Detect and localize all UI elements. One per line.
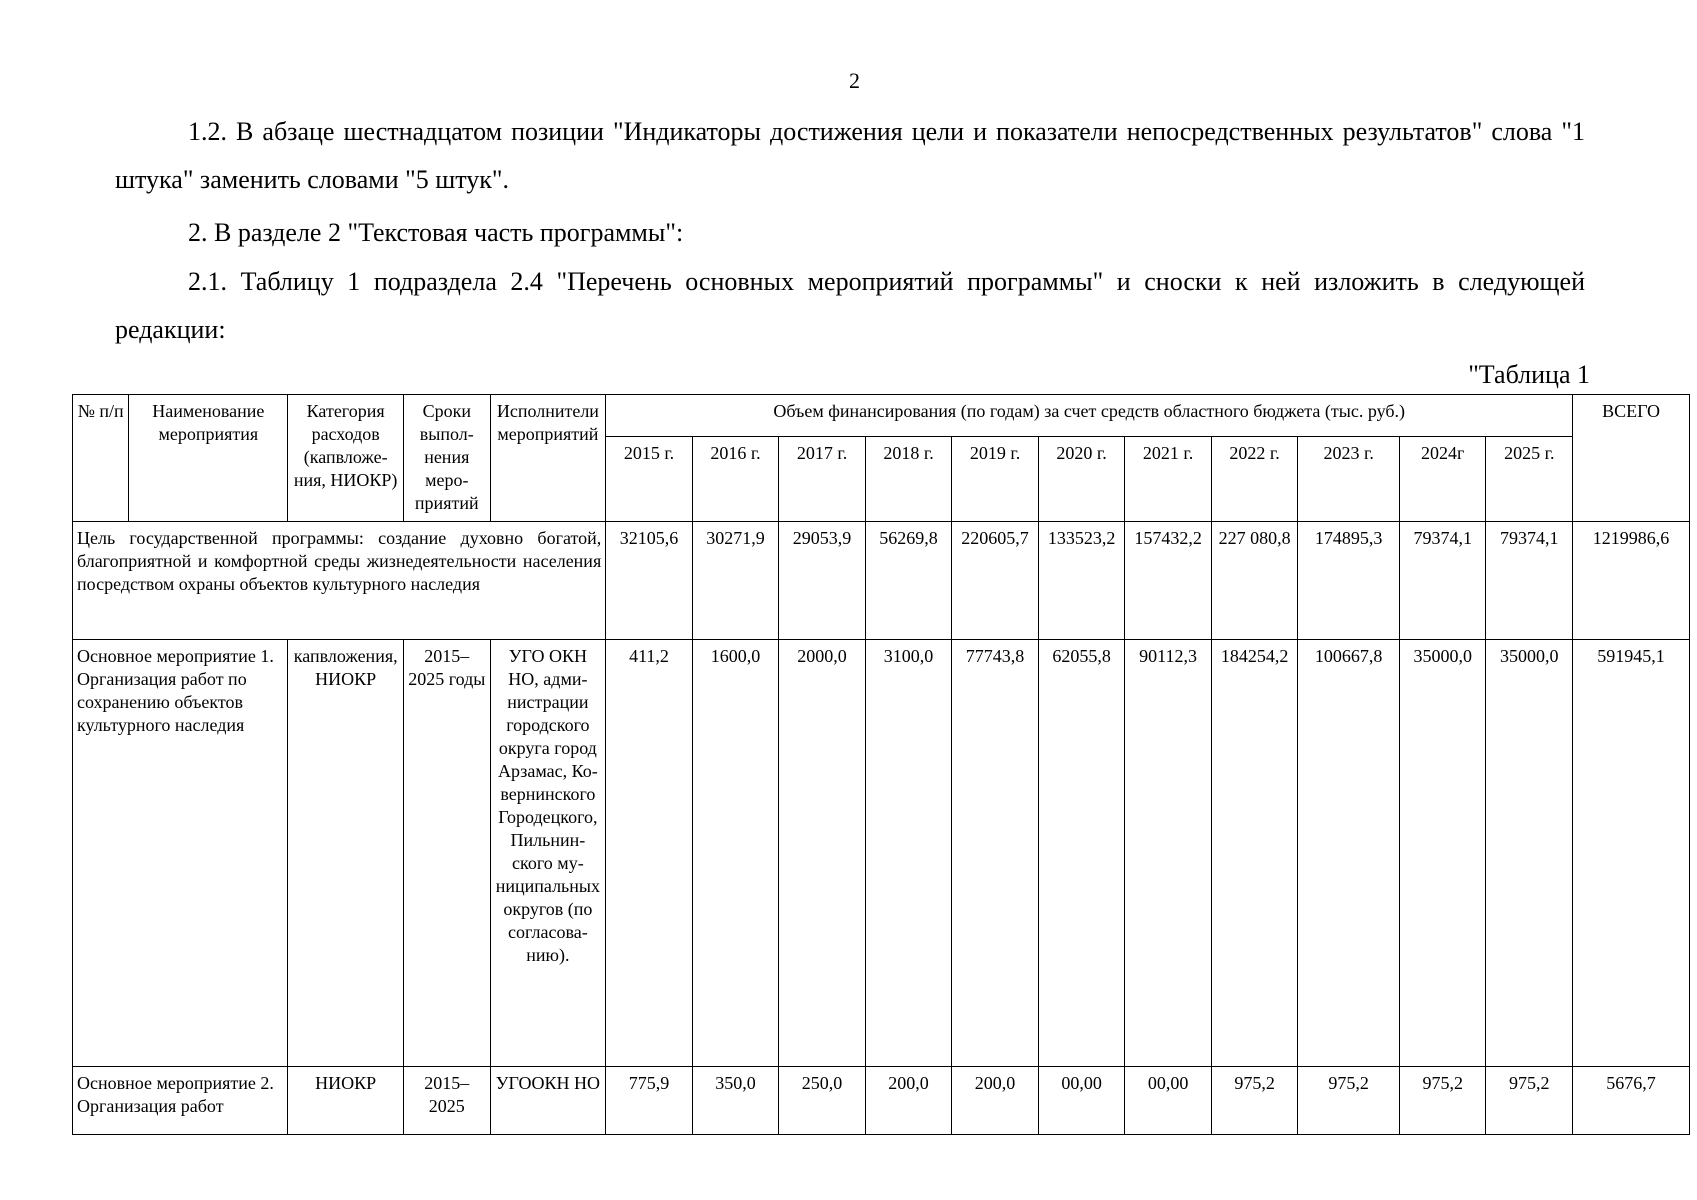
value-cell: 79374,1: [1486, 521, 1573, 639]
value-cell: 1600,0: [692, 639, 779, 1067]
program-activities-table: [72, 394, 1690, 1135]
header-terms: Сроки выполнения мероприятий: [404, 395, 491, 522]
value-cell: 157432,2: [1125, 521, 1212, 639]
value-cell: 62055,8: [1038, 639, 1125, 1067]
executors-cell: УГООКН НО: [490, 1067, 606, 1135]
header-year: 2020 г.: [1038, 437, 1125, 522]
terms-cell: 2015–2025 годы: [404, 639, 491, 1067]
value-cell: 2000,0: [779, 639, 866, 1067]
value-cell: 32105,6: [606, 521, 693, 639]
paragraph-1-2: [115, 108, 1585, 204]
category-cell: капвложения, НИОКР: [288, 639, 404, 1067]
total-cell: 1219986,6: [1573, 521, 1690, 639]
table-caption: "Таблица 1: [1468, 360, 1590, 389]
paragraph-text: 2. В разделе 2 "Текстовая часть программы":: [188, 218, 684, 247]
category-cell: НИОКР: [288, 1067, 404, 1135]
header-year: 2025 г.: [1486, 437, 1573, 522]
value-cell: 200,0: [952, 1067, 1039, 1135]
value-cell: 220605,7: [952, 521, 1039, 639]
header-year: 2016 г.: [692, 437, 779, 522]
value-cell: 35000,0: [1486, 639, 1573, 1067]
table-row: [73, 1067, 1690, 1135]
header-name: Наименование мероприятия: [129, 395, 288, 522]
activity-name-cell: Основное мероприятие 1. Организация работ по сохранению объектов культурного наследия: [73, 639, 288, 1067]
value-cell: 00,00: [1038, 1067, 1125, 1135]
value-cell: 3100,0: [865, 639, 952, 1067]
value-cell: 35000,0: [1399, 639, 1486, 1067]
value-cell: 174895,3: [1298, 521, 1400, 639]
value-cell: 975,2: [1399, 1067, 1486, 1135]
page-number: 2: [849, 68, 860, 93]
header-num: № п/п: [73, 395, 129, 522]
header-category: Категория расходов (капвложения, НИОКР): [288, 395, 404, 522]
paragraph-2-1: [115, 258, 1585, 354]
value-cell: 184254,2: [1211, 639, 1298, 1067]
value-cell: 250,0: [779, 1067, 866, 1135]
value-cell: 100667,8: [1298, 639, 1400, 1067]
value-cell: 133523,2: [1038, 521, 1125, 639]
value-cell: 350,0: [692, 1067, 779, 1135]
header-year: 2022 г.: [1211, 437, 1298, 522]
value-cell: 227 080,8: [1211, 521, 1298, 639]
value-cell: 90112,3: [1125, 639, 1212, 1067]
header-total: ВСЕГО: [1573, 395, 1690, 522]
total-cell: 591945,1: [1573, 639, 1690, 1067]
value-cell: 775,9: [606, 1067, 693, 1135]
table-row: [73, 639, 1690, 1067]
value-cell: 00,00: [1125, 1067, 1212, 1135]
header-year: 2015 г.: [606, 437, 693, 522]
header-year: 2018 г.: [865, 437, 952, 522]
header-year: 2024г: [1399, 437, 1486, 522]
value-cell: 975,2: [1486, 1067, 1573, 1135]
value-cell: 975,2: [1211, 1067, 1298, 1135]
value-cell: 77743,8: [952, 639, 1039, 1067]
table-row-goal: [73, 521, 1690, 639]
paragraph-text: 1.2. В абзаце шестнадцатом позиции "Индикаторы достижения цели и показатели непосредственных результатов" слова "1 штука" заменить словами "5 штук".: [115, 117, 1585, 194]
terms-cell: 2015–2025: [404, 1067, 491, 1135]
value-cell: 200,0: [865, 1067, 952, 1135]
value-cell: 30271,9: [692, 521, 779, 639]
header-year: 2023 г.: [1298, 437, 1400, 522]
executors-cell: УГО ОКН НО, администрации городского округа город Арзамас, Ковернинского Городецкого, Пильнинского муниципальных округов (по согласованию).: [490, 639, 606, 1067]
header-funding: Объем финансирования (по годам) за счет средств областного бюджета (тыс. руб.): [606, 395, 1573, 437]
value-cell: 79374,1: [1399, 521, 1486, 639]
value-cell: 29053,9: [779, 521, 866, 639]
table-header-row: [73, 395, 1690, 437]
header-year: 2019 г.: [952, 437, 1039, 522]
paragraph-2: [115, 209, 1585, 257]
activity-name-cell: Основное мероприятие 2. Организация работ: [73, 1067, 288, 1135]
paragraph-text: 2.1. Таблицу 1 подраздела 2.4 "Перечень основных мероприятий программы" и сноски к ней изложить в следующей редакции:: [115, 267, 1585, 344]
value-cell: 411,2: [606, 639, 693, 1067]
total-cell: 5676,7: [1573, 1067, 1690, 1135]
value-cell: 56269,8: [865, 521, 952, 639]
goal-text-cell: Цель государственной программы: создание духовно богатой, благоприятной и комфортной среды жизнедеятельности населения посредством охраны объектов культурного наследия: [73, 521, 606, 639]
header-year: 2021 г.: [1125, 437, 1212, 522]
value-cell: 975,2: [1298, 1067, 1400, 1135]
header-year: 2017 г.: [779, 437, 866, 522]
header-executors: Исполнители мероприятий: [490, 395, 606, 522]
